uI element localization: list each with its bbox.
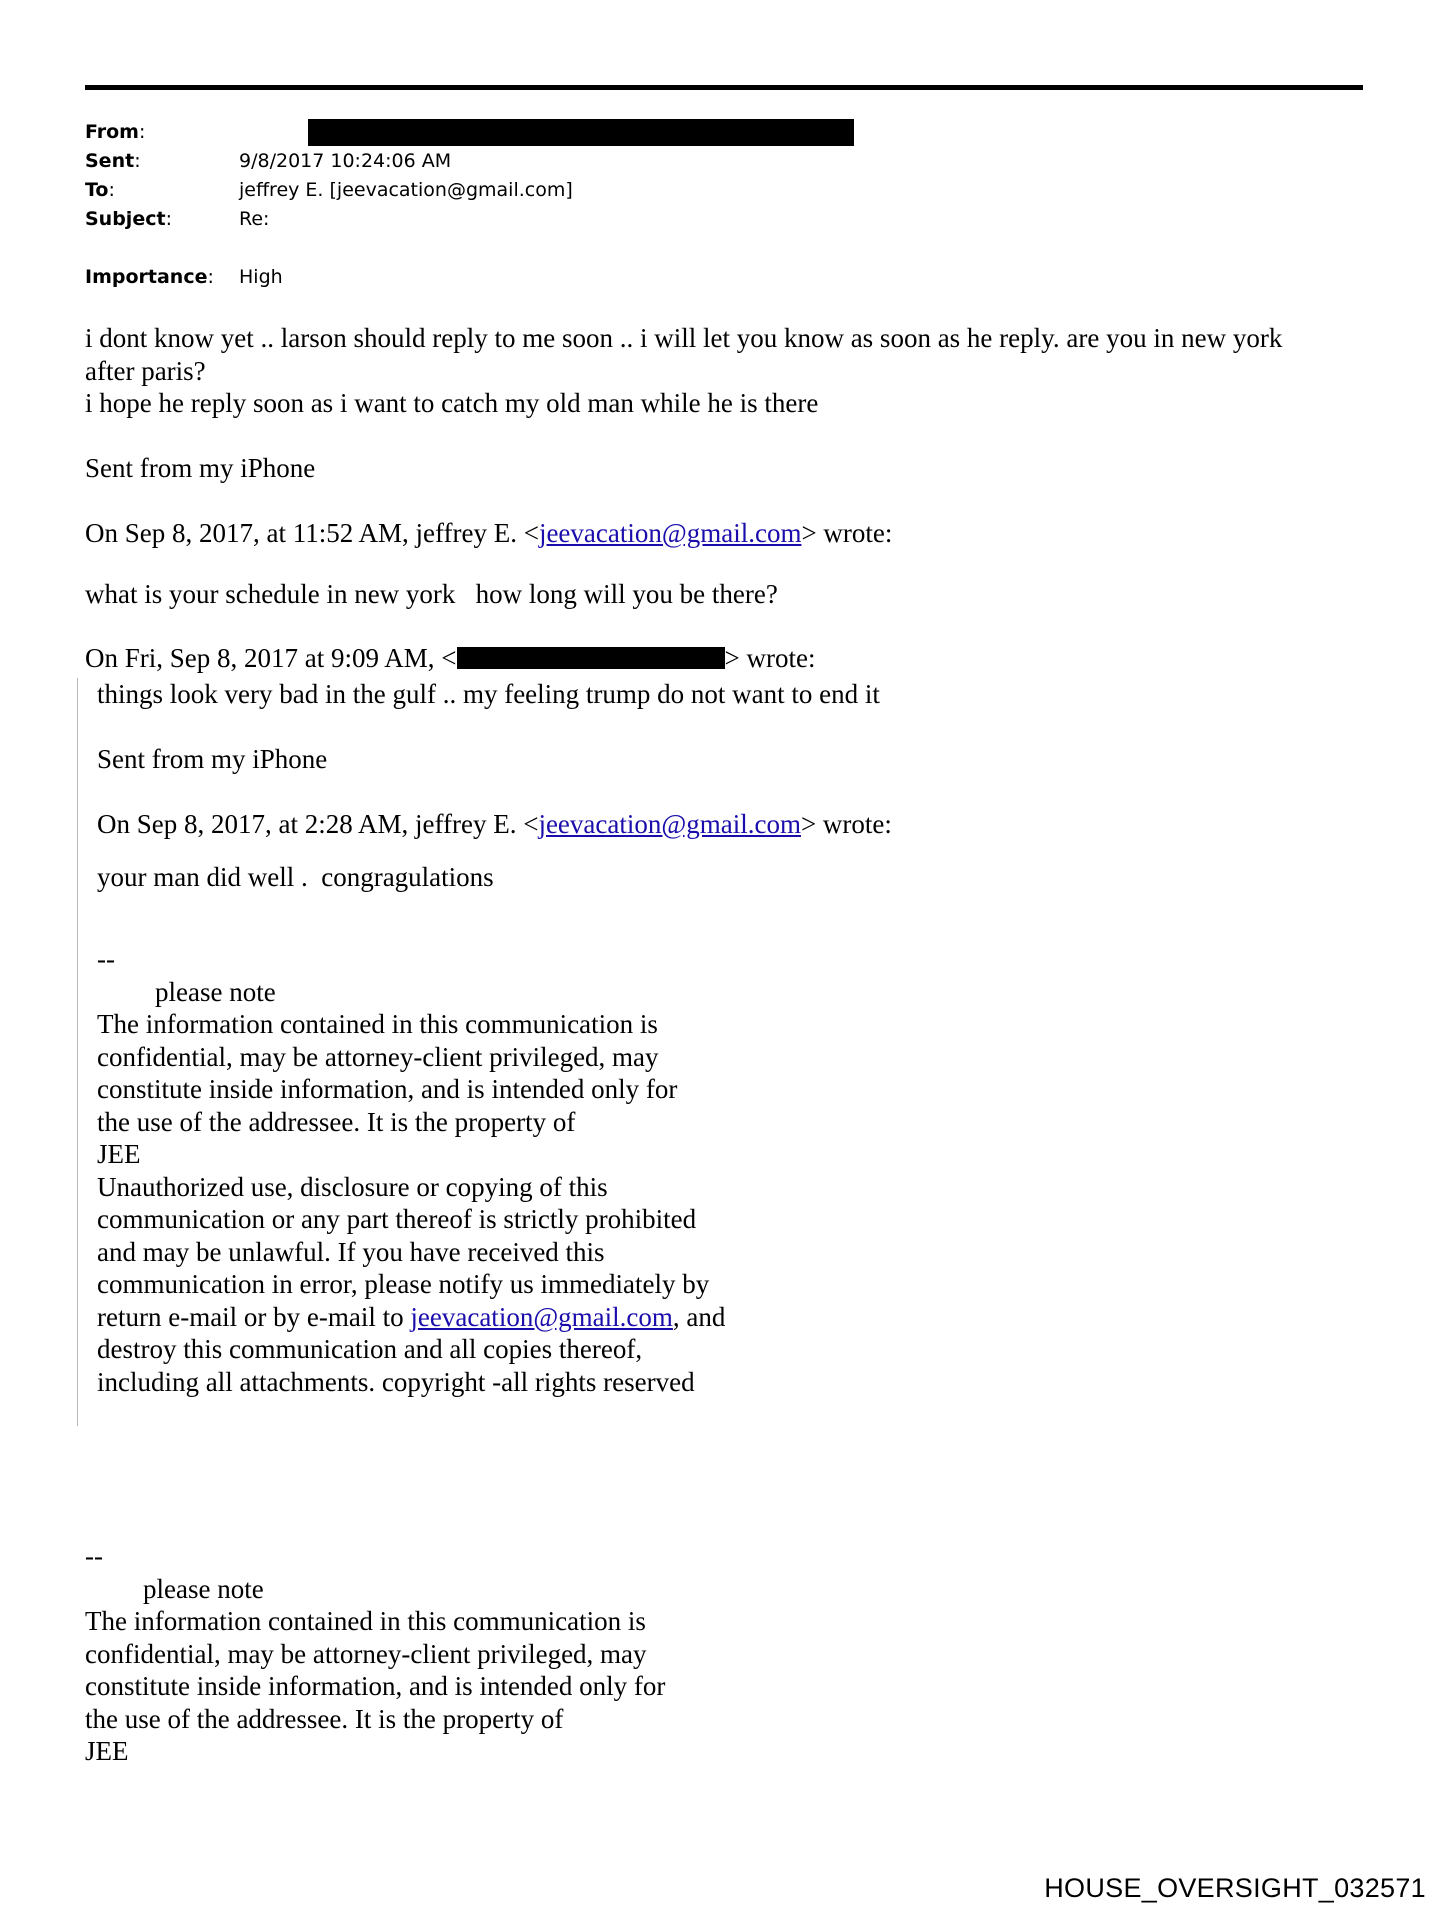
footer-line: the use of the addressee. It is the property of (85, 1703, 564, 1734)
quoted-disclaimer-line: communication or any part thereof is strictly prohibited (97, 1204, 697, 1234)
reply1-email-link[interactable]: jeevacation@gmail.com (538, 518, 802, 548)
footer-line: JEE (85, 1736, 129, 1766)
reply2-intro: On Fri, Sep 8, 2017 at 9:09 AM, < > wrote: (85, 643, 816, 673)
quoted-disclaimer-return: return e-mail or by e-mail to jeevacation@gmail.com, and (97, 1301, 726, 1332)
quoted-email-link[interactable]: jeevacation@gmail.com (538, 809, 801, 839)
quoted-disclaimer-line: including all attachments. copyright -all rights reserved (97, 1366, 695, 1397)
from-redaction (308, 119, 854, 146)
message-line-1: i dont know yet .. larson should reply to me soon .. i will let you know as soon as he reply. are you in new york (85, 323, 1283, 353)
reply1-intro: On Sep 8, 2017, at 11:52 AM, jeffrey E. <jeevacation@gmail.com> wrote: (85, 518, 893, 548)
subject-label: Subject (85, 208, 166, 230)
quoted-thread (77, 678, 1278, 1426)
sent-label: Sent (85, 150, 135, 172)
quoted-disclaimer-line: constitute inside information, and is intended only for (97, 1074, 678, 1104)
sent-row: Sent: 9/8/2017 10:24:06 AM (85, 147, 854, 176)
to-row: To: jeffrey E. [jeevacation@gmail.com] (85, 176, 854, 205)
message-signature: Sent from my iPhone (85, 453, 316, 483)
footer-note: please note (143, 1573, 264, 1604)
quoted-intro: On Sep 8, 2017, at 2:28 AM, jeffrey E. <jeevacation@gmail.com> wrote: (97, 809, 892, 839)
reply1-text: what is your schedule in new york how long will you be there? (85, 578, 778, 609)
importance-value: High (239, 266, 283, 288)
email-header (85, 118, 854, 292)
from-label: From (85, 121, 139, 143)
quoted-disclaimer-line: and may be unlawful. If you have received this (97, 1236, 605, 1267)
quoted-disclaimer-line: JEE (97, 1139, 141, 1169)
sent-value: 9/8/2017 10:24:06 AM (239, 150, 452, 172)
to-value: jeffrey E. [jeevacation@gmail.com] (239, 179, 573, 201)
message-line-2: after paris? (85, 355, 206, 386)
message-line-3: i hope he reply soon as i want to catch my old man while he is there (85, 388, 819, 418)
from-row: From: (85, 118, 854, 147)
reply2-redaction (457, 647, 725, 669)
quoted-disclaimer-line: confidential, may be attorney-client privileged, may (97, 1041, 659, 1072)
footer-dashes: -- (85, 1541, 103, 1571)
message-body (85, 322, 1375, 675)
to-label: To (85, 179, 109, 201)
quoted-signature: Sent from my iPhone (97, 744, 328, 774)
bates-number: HOUSE_OVERSIGHT_032571 (1044, 1873, 1426, 1903)
disclaimer-email-link[interactable]: jeevacation@gmail.com (410, 1301, 673, 1332)
quoted-disclaimer-dashes: -- (97, 944, 115, 974)
quoted-disclaimer-line: destroy this communication and all copies thereof, (97, 1334, 643, 1364)
quoted-disclaimer-note: please note (155, 976, 276, 1007)
quoted-text: things look very bad in the gulf .. my feeling trump do not want to end it (97, 679, 880, 709)
quoted-reply: your man did well . congragulations (97, 861, 494, 892)
header-rule (85, 85, 1363, 90)
footer-line: The information contained in this communication is (85, 1606, 646, 1636)
footer-line: constitute inside information, and is intended only for (85, 1671, 666, 1701)
quoted-disclaimer-line: Unauthorized use, disclosure or copying of this (97, 1171, 608, 1202)
importance-label: Importance (85, 266, 208, 288)
footer-disclaimer (85, 1540, 665, 1768)
quoted-disclaimer-line: The information contained in this communication is (97, 1009, 658, 1039)
quoted-disclaimer-line: communication in error, please notify us immediately by (97, 1269, 710, 1299)
subject-value: Re: (239, 208, 270, 230)
importance-row: Importance: High (85, 263, 854, 292)
quoted-disclaimer-line: the use of the addressee. It is the property of (97, 1106, 576, 1137)
subject-row: Subject: Re: (85, 205, 854, 234)
footer-line: confidential, may be attorney-client privileged, may (85, 1638, 647, 1669)
